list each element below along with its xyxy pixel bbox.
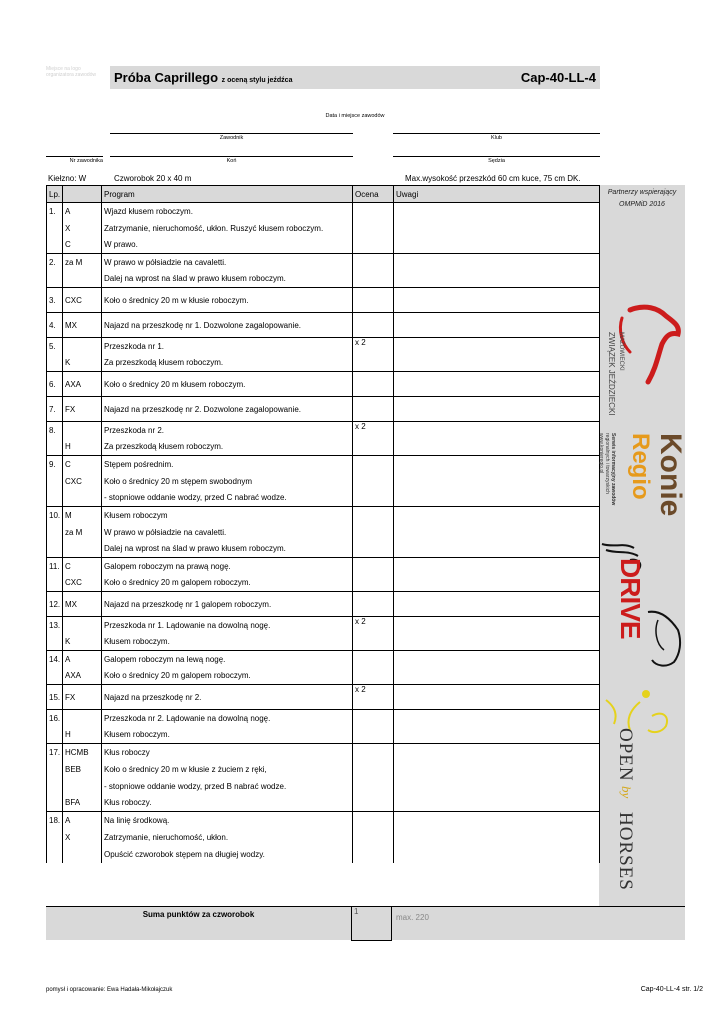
footer-author: pomysł i opracowanie: Ewa Hadała-Mikołajczuk	[46, 987, 173, 993]
row-notes[interactable]	[394, 795, 600, 812]
row-number: 5.	[47, 338, 63, 355]
row-number: 6.	[47, 372, 63, 397]
row-letter	[63, 778, 102, 795]
row-letter: BEB	[63, 761, 102, 778]
table-row	[47, 220, 600, 237]
table-row	[47, 727, 600, 744]
rider-line[interactable]	[110, 133, 353, 134]
row-number	[47, 439, 63, 456]
row-score[interactable]	[353, 744, 394, 761]
table-row	[47, 288, 600, 313]
row-program: W prawo w półsiadzie na cavaletti.	[102, 254, 353, 271]
table-row	[47, 271, 600, 288]
row-number: 16.	[47, 710, 63, 727]
club-label: Klub	[490, 135, 502, 141]
table-row	[47, 397, 600, 422]
row-letter	[63, 338, 102, 355]
row-number	[47, 355, 63, 372]
row-number: 3.	[47, 288, 63, 313]
row-score[interactable]	[353, 634, 394, 651]
row-letter: A	[63, 812, 102, 829]
table-row	[47, 313, 600, 338]
row-number	[47, 727, 63, 744]
row-program: Stępem pośrednim.	[102, 456, 353, 473]
row-program: Kłusem roboczym.	[102, 727, 353, 744]
row-score[interactable]: x 2	[353, 338, 394, 355]
row-letter: HCMB	[63, 744, 102, 761]
row-letter: H	[63, 727, 102, 744]
row-program: W prawo w półsiadzie na cavaletti.	[102, 524, 353, 541]
row-program: Galopem roboczym na prawą nogę.	[102, 558, 353, 575]
row-score[interactable]	[353, 355, 394, 372]
table-row	[47, 541, 600, 558]
row-number: 14.	[47, 651, 63, 668]
row-score[interactable]	[353, 220, 394, 237]
row-number: 11.	[47, 558, 63, 575]
row-number	[47, 541, 63, 558]
row-score[interactable]	[353, 203, 394, 220]
row-score[interactable]	[353, 372, 394, 397]
row-program: Za przeszkodą kłusem roboczym.	[102, 439, 353, 456]
row-number	[47, 473, 63, 490]
table-row	[47, 507, 600, 524]
row-program: Koło o średnicy 20 m galopem roboczym.	[102, 668, 353, 685]
row-notes[interactable]	[394, 490, 600, 507]
row-score[interactable]	[353, 524, 394, 541]
by-word: by	[619, 786, 634, 799]
row-score[interactable]	[353, 668, 394, 685]
row-number: 18.	[47, 812, 63, 829]
row-score[interactable]	[353, 288, 394, 313]
row-score[interactable]	[353, 592, 394, 617]
row-number	[47, 846, 63, 863]
table-row	[47, 846, 600, 863]
row-letter: MX	[63, 592, 102, 617]
row-program: Za przeszkodą kłusem roboczym.	[102, 355, 353, 372]
row-score[interactable]	[353, 541, 394, 558]
row-program: Koło o średnicy 20 m galopem roboczym.	[102, 575, 353, 592]
row-letter: A	[63, 651, 102, 668]
row-notes[interactable]	[394, 727, 600, 744]
row-notes[interactable]	[394, 685, 600, 710]
row-score[interactable]	[353, 778, 394, 795]
row-notes[interactable]	[394, 558, 600, 575]
table-row	[47, 617, 600, 634]
row-score[interactable]	[353, 829, 394, 846]
table-row	[47, 575, 600, 592]
row-notes[interactable]	[394, 220, 600, 237]
row-number	[47, 668, 63, 685]
row-letter	[63, 490, 102, 507]
table-row	[47, 668, 600, 685]
table-row	[47, 634, 600, 651]
table-row	[47, 778, 600, 795]
row-program: Opuścić czworobok stępem na długiej wodzy.	[102, 846, 353, 863]
row-letter: CXC	[63, 575, 102, 592]
row-letter: za M	[63, 254, 102, 271]
row-notes[interactable]	[394, 237, 600, 254]
title-subtitle: z oceną stylu jeźdźca	[221, 77, 293, 84]
sponsor-event: OMPMiD 2016	[619, 201, 665, 208]
row-score[interactable]	[353, 795, 394, 812]
table-row	[47, 203, 600, 220]
row-notes[interactable]	[394, 271, 600, 288]
row-program: Dalej na wprost na ślad w prawo kłusem roboczym.	[102, 541, 353, 558]
table-row	[47, 254, 600, 271]
summary-label: Suma punktów za czworobok	[142, 910, 255, 919]
row-score[interactable]	[353, 710, 394, 727]
rider-label: Zawodnik	[219, 135, 244, 141]
title-bar	[110, 66, 600, 89]
row-notes[interactable]	[394, 355, 600, 372]
drive-word: DRIVE	[615, 558, 646, 639]
row-letter: za M	[63, 524, 102, 541]
club-line[interactable]	[393, 133, 600, 134]
row-score[interactable]	[353, 812, 394, 829]
row-notes[interactable]	[394, 473, 600, 490]
row-program: Zatrzymanie, nieruchomość, ukłon. Ruszyć kłusem roboczym.	[102, 220, 353, 237]
row-score[interactable]	[353, 271, 394, 288]
row-score[interactable]	[353, 761, 394, 778]
row-score[interactable]	[353, 575, 394, 592]
footer-page: Cap-40-LL-4 str. 1/2	[640, 986, 703, 993]
row-number: 12.	[47, 592, 63, 617]
table-row	[47, 812, 600, 829]
row-program: Dalej na wprost na ślad w prawo kłusem roboczym.	[102, 271, 353, 288]
row-score[interactable]	[353, 313, 394, 338]
table-row	[47, 237, 600, 254]
table-row	[47, 338, 600, 355]
bit-info: Kiełzno: W	[48, 174, 87, 183]
open-by-horses-logo	[600, 680, 685, 905]
konie-sub2: regionalnych i towarzyskich	[604, 433, 610, 494]
row-notes[interactable]	[394, 668, 600, 685]
row-program: Przeszkoda nr 1. Lądowanie na dowolną nogę.	[102, 617, 353, 634]
table-row	[47, 651, 600, 668]
row-program: Wjazd kłusem roboczym.	[102, 203, 353, 220]
row-program: Przeszkoda nr 2.	[102, 422, 353, 439]
row-letter	[63, 541, 102, 558]
table-row	[47, 490, 600, 507]
table-row	[47, 829, 600, 846]
table-row	[47, 710, 600, 727]
date-place-label: Data i miejsce zawodów	[325, 113, 385, 119]
row-notes[interactable]	[394, 829, 600, 846]
table-row	[47, 592, 600, 617]
row-notes[interactable]	[394, 761, 600, 778]
pzj-line1: MAZOWIECKI	[618, 332, 624, 371]
row-number: 2.	[47, 254, 63, 271]
max-height: Max.wysokość przeszkód 60 cm kuce, 75 cm DK.	[405, 174, 581, 183]
row-score[interactable]	[353, 727, 394, 744]
row-program: Zatrzymanie, nieruchomość, ukłon.	[102, 829, 353, 846]
table-row	[47, 558, 600, 575]
row-program: Przeszkoda nr 1.	[102, 338, 353, 355]
row-notes[interactable]	[394, 651, 600, 668]
row-program: Kłus roboczy.	[102, 795, 353, 812]
row-notes[interactable]	[394, 541, 600, 558]
row-number	[47, 795, 63, 812]
row-program: Najazd na przeszkodę nr 1 galopem roboczym.	[102, 592, 353, 617]
row-score[interactable]	[353, 558, 394, 575]
row-number	[47, 778, 63, 795]
row-letter: A	[63, 203, 102, 220]
row-letter	[63, 271, 102, 288]
row-notes[interactable]	[394, 397, 600, 422]
row-letter: K	[63, 634, 102, 651]
open-word: OPEN	[615, 728, 636, 782]
row-program: Koło o średnicy 20 m w kłusie roboczym.	[102, 288, 353, 313]
row-number	[47, 575, 63, 592]
table-row	[47, 355, 600, 372]
col-notes: Uwagi	[394, 186, 600, 203]
row-notes[interactable]	[394, 422, 600, 439]
row-number	[47, 271, 63, 288]
row-number: 9.	[47, 456, 63, 473]
row-notes[interactable]	[394, 524, 600, 541]
col-letter	[63, 186, 102, 203]
pzj-line2: ZWIĄZEK JEŹDZIECKI	[607, 332, 616, 416]
arena-size: Czworobok 20 x 40 m	[114, 174, 192, 183]
row-program: Kłus roboczy	[102, 744, 353, 761]
row-notes[interactable]	[394, 254, 600, 271]
judge-label: Sędzia	[488, 158, 505, 164]
row-score[interactable]	[353, 237, 394, 254]
page-title	[114, 70, 292, 85]
row-notes[interactable]	[394, 778, 600, 795]
row-program: Koło o średnicy 20 m kłusem roboczym.	[102, 372, 353, 397]
row-letter: C	[63, 237, 102, 254]
row-number: 15.	[47, 685, 63, 710]
row-number	[47, 761, 63, 778]
row-program: Najazd na przeszkodę nr 1. Dozwolone zagalopowanie.	[102, 313, 353, 338]
row-notes[interactable]	[394, 288, 600, 313]
row-number: 10.	[47, 507, 63, 524]
row-letter	[63, 710, 102, 727]
row-letter: BFA	[63, 795, 102, 812]
program-table	[46, 185, 600, 863]
row-program: - stopniowe oddanie wodzy, przed C nabrać wodze.	[102, 490, 353, 507]
row-notes[interactable]	[394, 710, 600, 727]
row-letter: CXC	[63, 473, 102, 490]
row-program: Kłusem roboczym	[102, 507, 353, 524]
row-notes[interactable]	[394, 744, 600, 761]
row-notes[interactable]	[394, 456, 600, 473]
rider-no-line[interactable]	[46, 156, 103, 157]
summary-score-box[interactable]	[351, 907, 392, 941]
row-notes[interactable]	[394, 439, 600, 456]
summary-max: max. 220	[396, 913, 429, 922]
regio-word: Regio	[627, 433, 654, 500]
horse-label: Koń	[226, 158, 237, 164]
table-row	[47, 761, 600, 778]
row-letter: MX	[63, 313, 102, 338]
table-row	[47, 685, 600, 710]
row-letter: AXA	[63, 668, 102, 685]
row-number	[47, 237, 63, 254]
row-program: - stopniowe oddanie wodzy, przed B nabrać wodze.	[102, 778, 353, 795]
table-row	[47, 456, 600, 473]
row-score[interactable]: x 2	[353, 422, 394, 439]
judge-line[interactable]	[393, 156, 600, 157]
konie-url: www.konieregio.pl	[598, 433, 604, 474]
row-letter: H	[63, 439, 102, 456]
row-number: 17.	[47, 744, 63, 761]
row-number: 7.	[47, 397, 63, 422]
row-number: 4.	[47, 313, 63, 338]
row-number	[47, 490, 63, 507]
row-number	[47, 220, 63, 237]
table-row	[47, 744, 600, 761]
row-score[interactable]	[353, 254, 394, 271]
row-number: 8.	[47, 422, 63, 439]
row-score[interactable]	[353, 473, 394, 490]
row-score[interactable]	[353, 397, 394, 422]
row-program: Kłusem roboczym.	[102, 634, 353, 651]
row-program: Na linię środkową.	[102, 812, 353, 829]
table-row	[47, 422, 600, 439]
row-notes[interactable]	[394, 507, 600, 524]
row-program: Najazd na przeszkodę nr 2.	[102, 685, 353, 710]
col-lp: Lp.	[47, 186, 63, 203]
row-score[interactable]: x 2	[353, 685, 394, 710]
row-program: Przeszkoda nr 2. Lądowanie na dowolną nogę.	[102, 710, 353, 727]
row-letter: X	[63, 829, 102, 846]
konie-sub1: Serwis informacyjny zawodów	[610, 433, 616, 506]
row-program: Galopem roboczym na lewą nogę.	[102, 651, 353, 668]
row-letter: X	[63, 220, 102, 237]
row-letter: AXA	[63, 372, 102, 397]
konie-regio-logo	[600, 428, 685, 523]
row-notes[interactable]	[394, 203, 600, 220]
row-score[interactable]: x 2	[353, 617, 394, 634]
col-score: Ocena	[353, 186, 394, 203]
sponsor-heading: Partnerzy wspierający	[607, 189, 677, 196]
row-letter: FX	[63, 685, 102, 710]
col-program: Program	[102, 186, 353, 203]
row-notes[interactable]	[394, 812, 600, 829]
table-row	[47, 439, 600, 456]
row-notes[interactable]	[394, 846, 600, 863]
row-letter	[63, 422, 102, 439]
row-score[interactable]	[353, 439, 394, 456]
row-notes[interactable]	[394, 634, 600, 651]
organizer-logo-placeholder: Miejsce na logo organizatora zawodów	[46, 66, 97, 78]
horses-word: HORSES	[615, 812, 636, 891]
row-number	[47, 634, 63, 651]
table-row	[47, 524, 600, 541]
row-score[interactable]	[353, 490, 394, 507]
table-header	[47, 186, 600, 203]
table-row	[47, 795, 600, 812]
row-letter	[63, 846, 102, 863]
row-letter: K	[63, 355, 102, 372]
row-program: Koło o średnicy 20 m stępem swobodnym	[102, 473, 353, 490]
row-notes[interactable]	[394, 575, 600, 592]
row-score[interactable]	[353, 456, 394, 473]
row-letter: C	[63, 456, 102, 473]
row-notes[interactable]	[394, 372, 600, 397]
konie-word: Konie	[654, 433, 687, 517]
row-notes[interactable]	[394, 313, 600, 338]
row-number: 13.	[47, 617, 63, 634]
row-letter	[63, 617, 102, 634]
pzj-logo	[600, 300, 685, 416]
row-notes[interactable]	[394, 592, 600, 617]
row-letter: C	[63, 558, 102, 575]
row-letter: FX	[63, 397, 102, 422]
row-notes[interactable]	[394, 617, 600, 634]
row-program: Koło o średnicy 20 m w kłusie z żuciem z ręki,	[102, 761, 353, 778]
test-code: Cap-40-LL-4	[520, 70, 596, 85]
table-row	[47, 473, 600, 490]
row-score[interactable]	[353, 846, 394, 863]
rider-no-label: Nr zawodnika	[69, 158, 103, 164]
title-text: Próba Caprillego	[114, 70, 219, 85]
summary-coef: 1	[354, 907, 359, 916]
row-letter: M	[63, 507, 102, 524]
row-program: Najazd na przeszkodę nr 2. Dozwolone zagalopowanie.	[102, 397, 353, 422]
row-number	[47, 829, 63, 846]
table-row	[47, 372, 600, 397]
drive-logo	[600, 540, 685, 675]
row-notes[interactable]	[394, 338, 600, 355]
summary-bar	[46, 906, 685, 940]
row-program: W prawo.	[102, 237, 353, 254]
horse-line[interactable]	[110, 156, 353, 157]
row-score[interactable]	[353, 651, 394, 668]
row-number: 1.	[47, 203, 63, 220]
row-letter: CXC	[63, 288, 102, 313]
row-score[interactable]	[353, 507, 394, 524]
open-horses-figure-icon	[600, 680, 685, 740]
row-number	[47, 524, 63, 541]
